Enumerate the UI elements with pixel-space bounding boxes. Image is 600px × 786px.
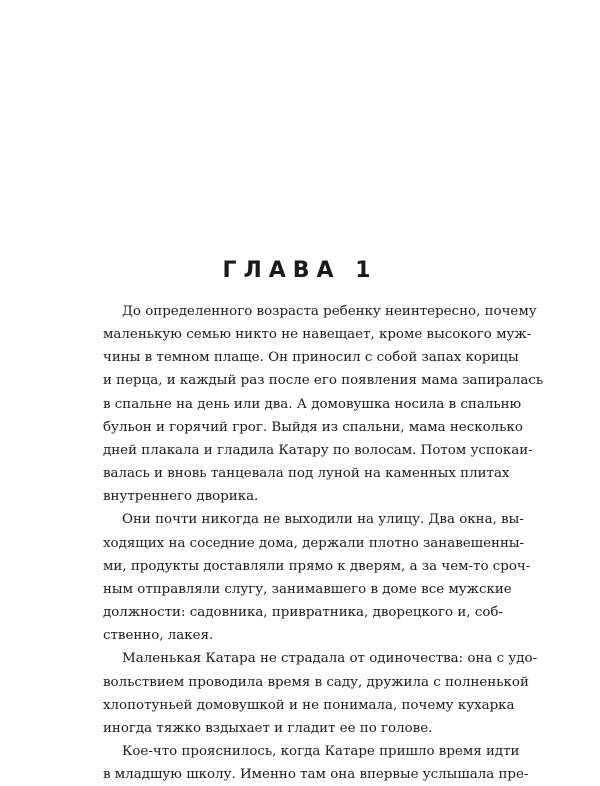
text-line: в младшую школу. Именно там она впервые услышала пре- — [103, 767, 529, 783]
text-line: в спальне на день или два. А домовушка носила в спальню — [103, 396, 522, 412]
text-line: чины в темном плаще. Он приносил с собой запах корицы — [103, 350, 519, 366]
text-line: Маленькая Катара не страдала от одиночества: она с удо- — [122, 651, 538, 667]
text-line: бульон и горячий грог. Выйдя из спальни, мама несколько — [103, 419, 523, 435]
paragraph-2 — [103, 508, 531, 647]
text-line: маленькую семью никто не навещает, кроме высокого муж- — [103, 327, 532, 343]
text-line: и перца, и каждый раз после его появления мама запиралась — [103, 373, 544, 389]
paragraph-3 — [103, 647, 538, 740]
chapter-text — [103, 300, 544, 786]
text-line: дней плакала и гладила Катару по волосам. Потом успокаи- — [103, 442, 533, 458]
text-line: вольствием проводила время в саду, дружила с полненькой — [103, 674, 529, 690]
paragraph-1 — [103, 300, 544, 508]
chapter-title: ГЛАВА 1 — [222, 258, 378, 283]
text-line: До определенного возраста ребенку неинтересно, почему — [122, 304, 537, 319]
paragraph-4 — [103, 740, 529, 786]
text-line: Кое-что прояснилось, когда Катаре пришло время идти — [122, 743, 520, 759]
text-line: иногда тяжко вздыхает и гладит ее по голове. — [103, 720, 433, 736]
text-line: внутреннего дворика. — [103, 489, 259, 505]
text-line: ми, продукты доставляли прямо к дверям, а за чем-то сроч- — [103, 558, 531, 574]
text-line: хлопотуньей домовушкой и не понимала, почему кухарка — [103, 697, 515, 713]
text-line: ственно, лакея. — [103, 628, 214, 644]
text-line: должности: садовника, привратника, дворецкого и, соб- — [103, 605, 503, 621]
text-line: валась и вновь танцевала под луной на каменных плитах — [103, 466, 510, 482]
text-line: ным отправляли слугу, занимавшего в доме все мужские — [103, 581, 512, 597]
text-line: ходящих на соседние дома, держали плотно занавешенны- — [103, 535, 525, 551]
text-line: Они почти никогда не выходили на улицу. Два окна, вы- — [122, 512, 524, 528]
